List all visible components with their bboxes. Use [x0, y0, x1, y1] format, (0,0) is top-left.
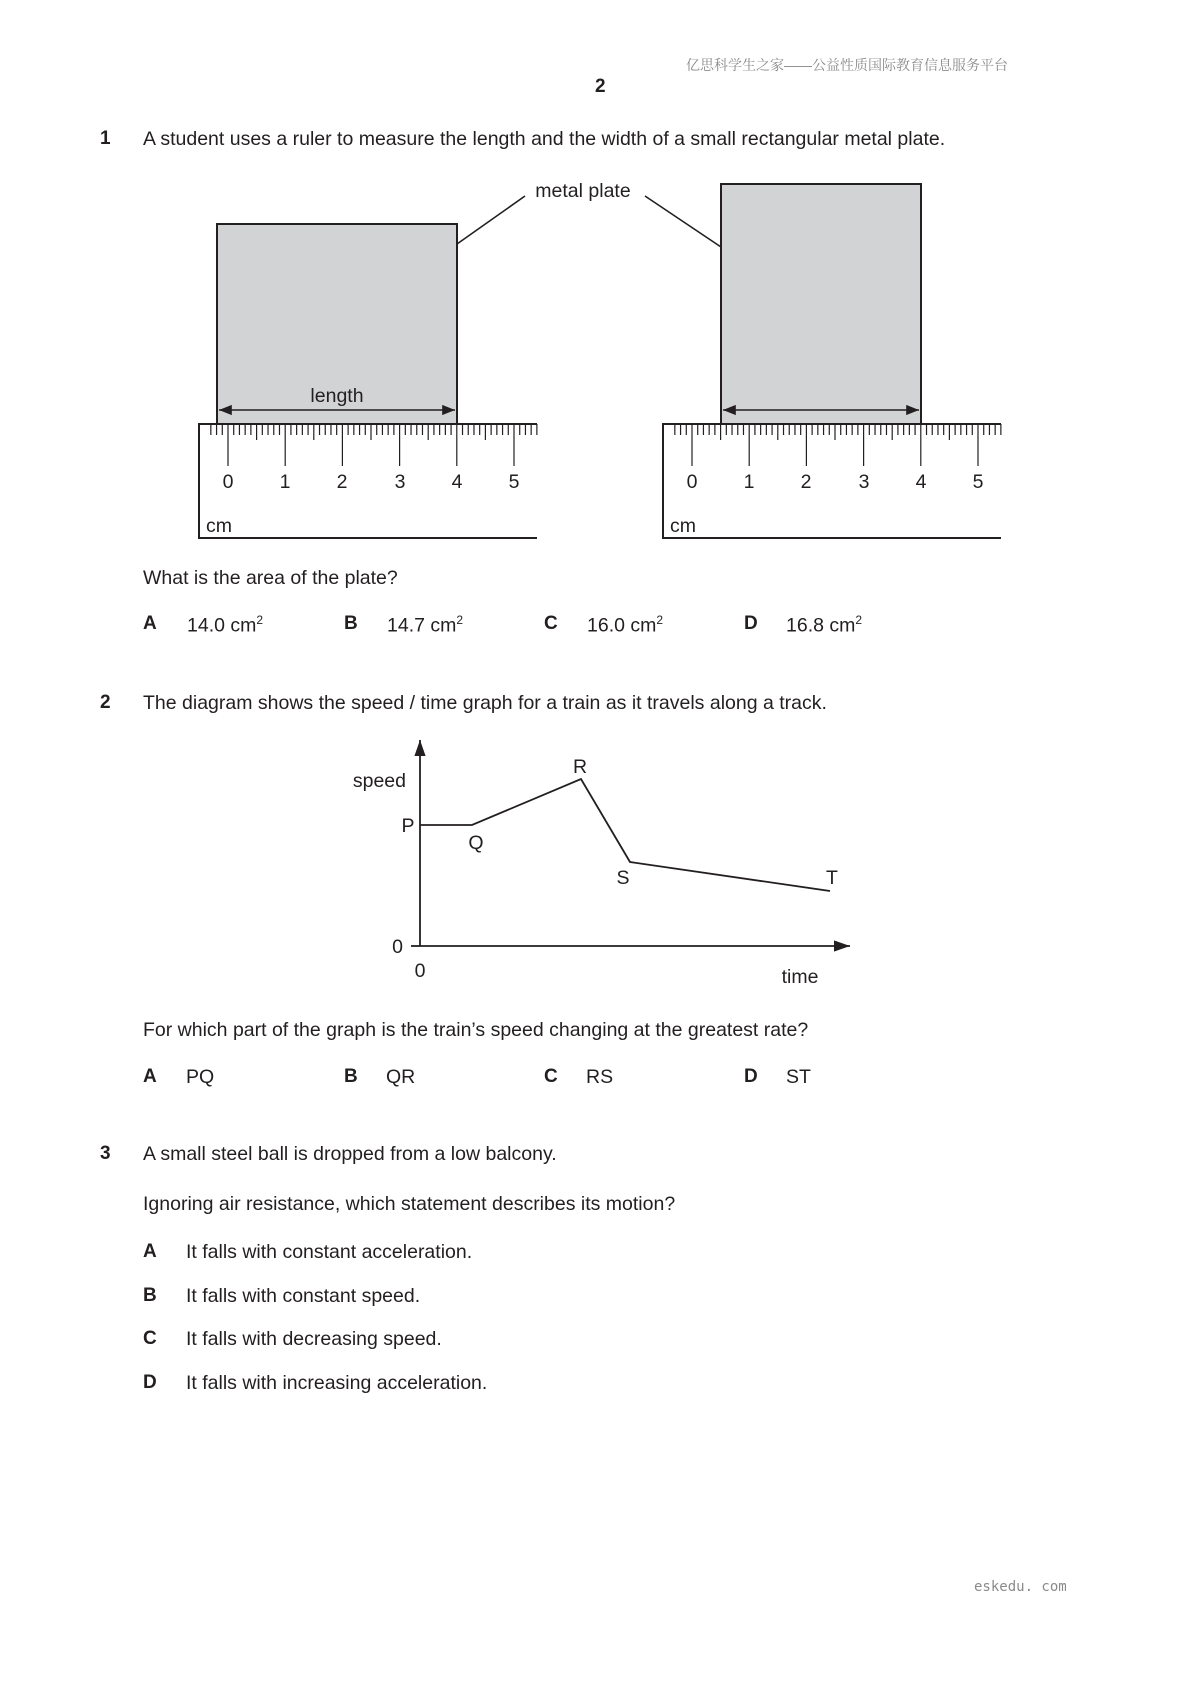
q3-option-b[interactable]: [143, 1285, 421, 1307]
q2-option-b[interactable]: [344, 1066, 416, 1088]
ruler-left-num-0: 0: [222, 471, 234, 493]
q2-option-c[interactable]: [544, 1066, 614, 1088]
q1-number: 1: [100, 128, 111, 149]
point-s-label: S: [616, 867, 630, 889]
q3-number: 3: [100, 1143, 111, 1164]
ruler-left-num-5: 5: [508, 471, 520, 493]
option-text: 14.0 cm: [187, 614, 257, 637]
option-text: 16.8 cm: [786, 614, 856, 637]
option-letter: B: [344, 613, 358, 634]
q3-option-c[interactable]: [143, 1328, 442, 1350]
option-letter: C: [544, 613, 558, 634]
ruler-right-num-3: 3: [858, 471, 870, 493]
q1-question: What is the area of the plate?: [143, 567, 398, 589]
ruler-right-unit: cm: [670, 515, 696, 537]
ruler-left-num-3: 3: [394, 471, 406, 493]
y-axis-label: speed: [352, 770, 406, 792]
ruler-right-num-5: 5: [972, 471, 984, 493]
ruler-right-num-2: 2: [800, 471, 812, 493]
x-axis-label: time: [781, 966, 819, 988]
ruler-left-num-2: 2: [336, 471, 348, 493]
length-label: length: [310, 385, 364, 407]
q2-number: 2: [100, 692, 111, 713]
option-superscript: 2: [256, 613, 264, 627]
option-text: RS: [586, 1066, 614, 1088]
option-text: PQ: [186, 1066, 215, 1088]
ruler-right-num-0: 0: [686, 471, 698, 493]
ruler-right-num-1: 1: [743, 471, 755, 493]
ruler-right-num-4: 4: [915, 471, 927, 493]
option-text: QR: [386, 1066, 416, 1088]
q3-stem: A small steel ball is dropped from a low balcony.: [143, 1143, 557, 1165]
option-letter: A: [143, 1241, 157, 1262]
page-number: 2: [595, 76, 606, 97]
option-letter: D: [143, 1372, 157, 1393]
point-p-label: P: [401, 815, 415, 837]
option-letter: D: [744, 613, 758, 634]
q1-stem: A student uses a ruler to measure the length and the width of a small rectangular metal plate.: [143, 128, 946, 150]
q2-stem: The diagram shows the speed / time graph for a train as it travels along a track.: [143, 692, 827, 714]
option-text: 14.7 cm: [387, 614, 457, 637]
ruler-left-unit: cm: [206, 515, 232, 537]
option-letter: C: [143, 1328, 157, 1349]
header-watermark: 亿思科学生之家——公益性质国际教育信息服务平台: [686, 57, 1008, 73]
ruler-left-num-4: 4: [451, 471, 463, 493]
option-letter: C: [544, 1066, 558, 1087]
point-q-label: Q: [468, 832, 484, 854]
option-text: ST: [786, 1066, 811, 1088]
footer-site: eskedu. com: [974, 1579, 1067, 1595]
option-text: It falls with increasing acceleration.: [186, 1372, 488, 1394]
origin-y-label: 0: [392, 936, 403, 958]
q3-option-d[interactable]: [143, 1372, 488, 1394]
point-r-label: R: [572, 756, 588, 778]
option-text: 16.0 cm: [587, 614, 657, 637]
option-superscript: 2: [855, 613, 863, 627]
option-text: It falls with decreasing speed.: [186, 1328, 442, 1350]
origin-x-label: 0: [414, 960, 426, 982]
option-letter: B: [143, 1285, 157, 1306]
metal-plate-label: metal plate: [535, 180, 631, 202]
option-letter: D: [744, 1066, 758, 1087]
q2-question: For which part of the graph is the train’s speed changing at the greatest rate?: [143, 1019, 809, 1041]
q3-option-a[interactable]: [143, 1241, 473, 1263]
option-letter: A: [143, 613, 157, 634]
option-letter: B: [344, 1066, 358, 1087]
option-superscript: 2: [656, 613, 664, 627]
q2-option-d[interactable]: [744, 1066, 811, 1088]
option-text: It falls with constant speed.: [186, 1285, 421, 1307]
ruler-left-num-1: 1: [279, 471, 291, 493]
option-letter: A: [143, 1066, 157, 1087]
option-superscript: 2: [456, 613, 464, 627]
q3-question: Ignoring air resistance, which statement describes its motion?: [143, 1193, 676, 1215]
option-text: It falls with constant acceleration.: [186, 1241, 473, 1263]
q2-option-a[interactable]: [143, 1066, 215, 1088]
point-t-label: T: [826, 867, 838, 889]
